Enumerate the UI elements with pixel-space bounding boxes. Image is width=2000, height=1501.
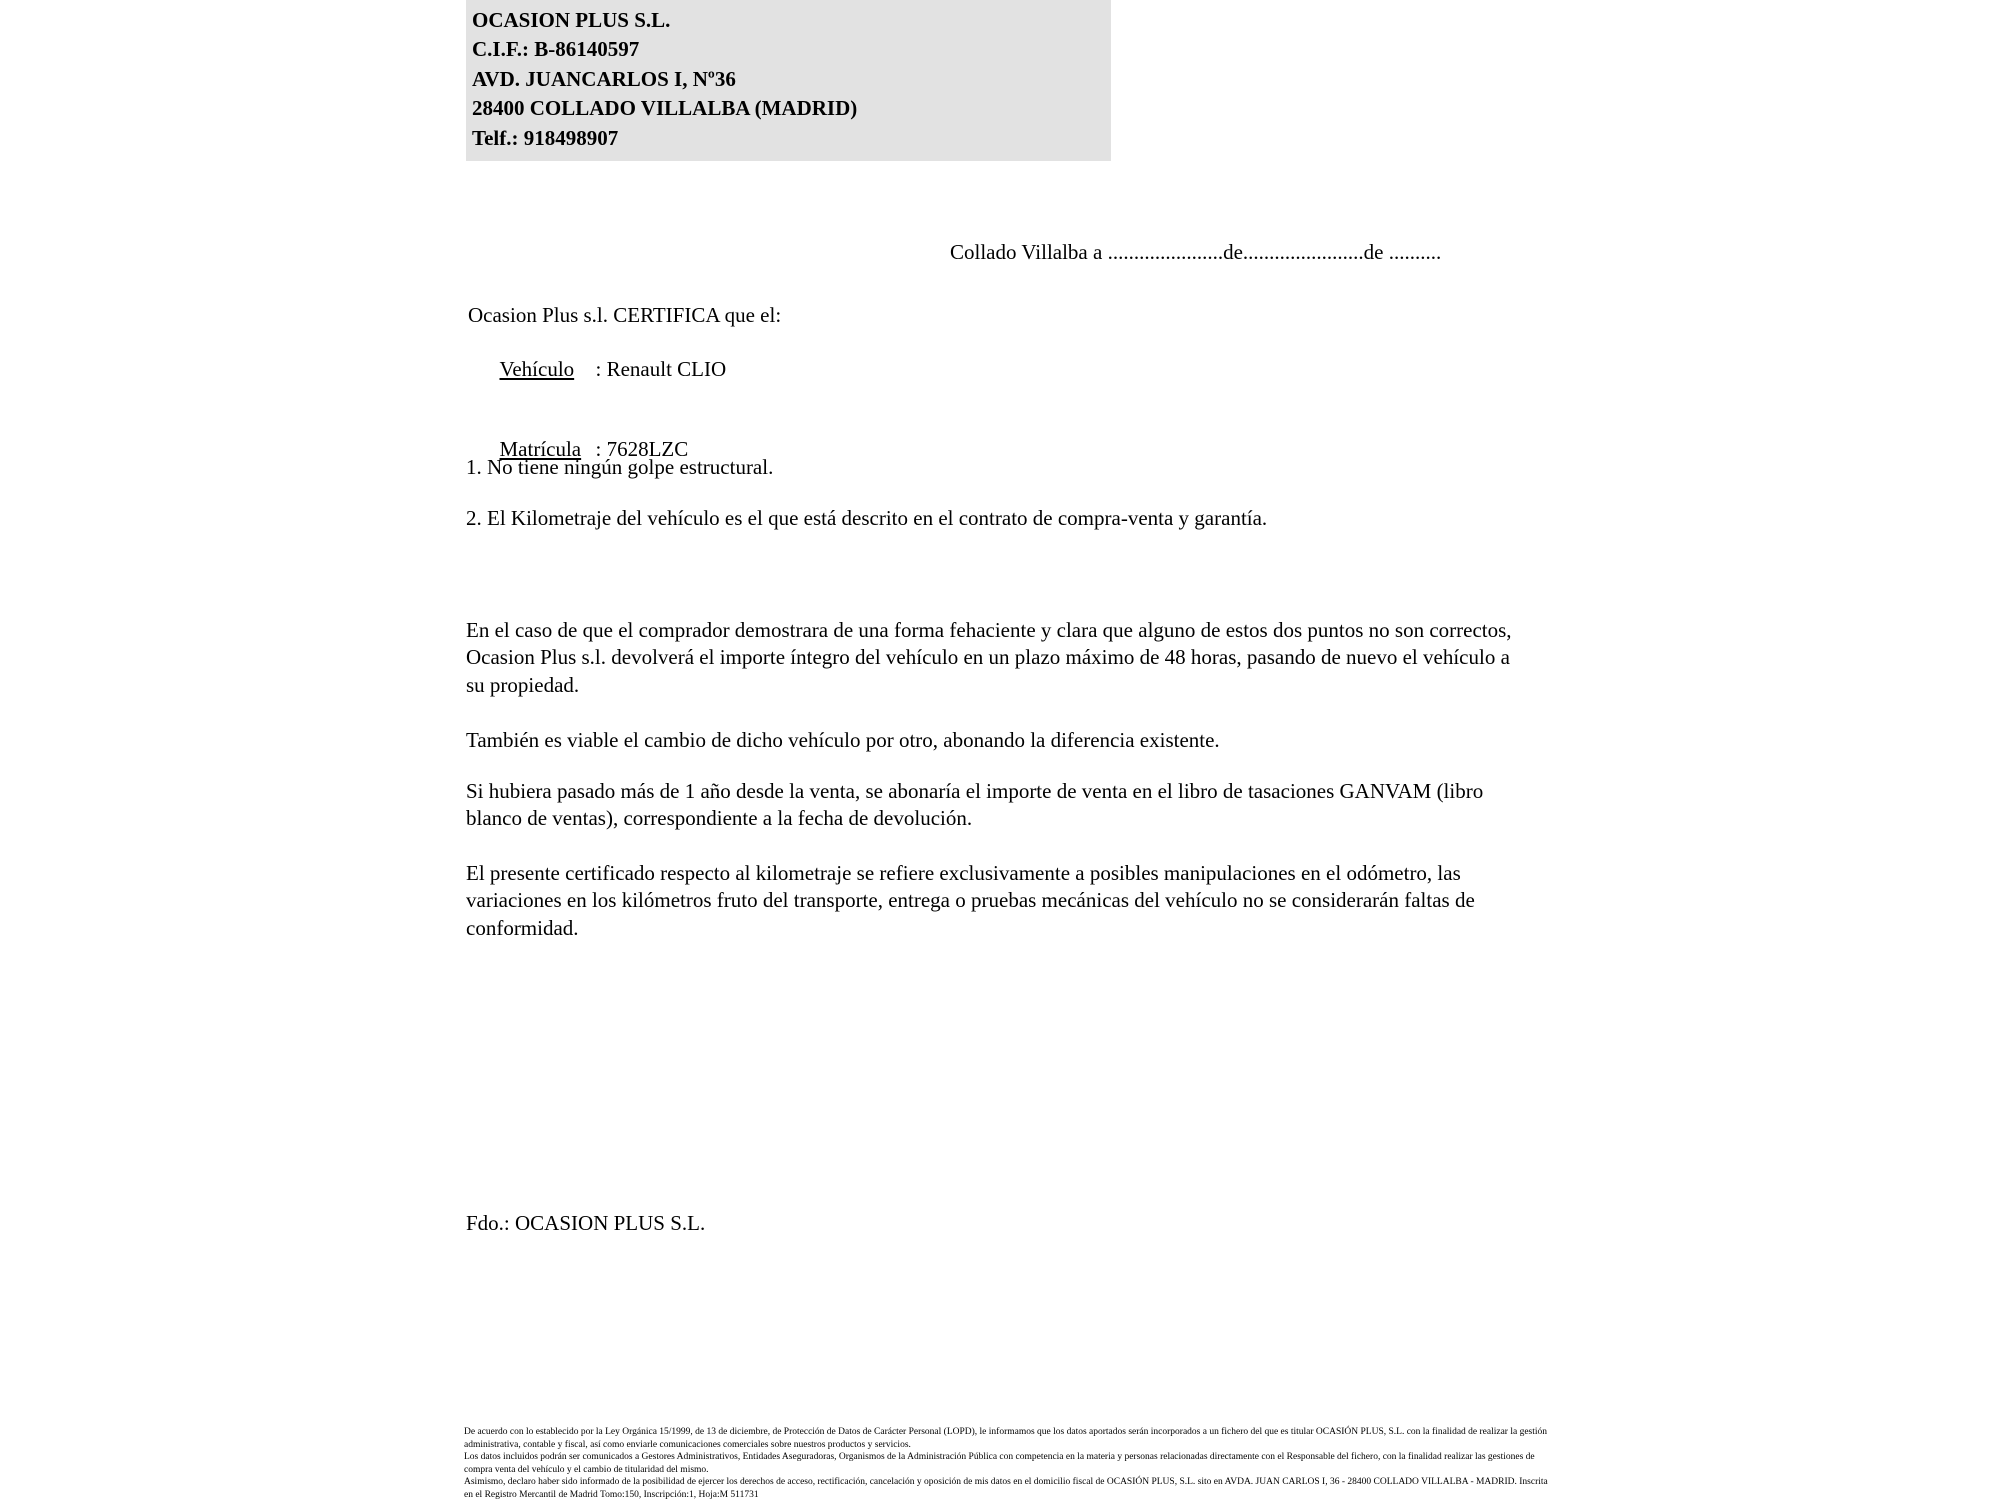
certifies-intro: Ocasion Plus s.l. CERTIFICA que el: xyxy=(468,303,782,327)
paragraph-ganvam: Si hubiera pasado más de 1 año desde la venta, se abonaría el importe de venta en el libro de tasaciones GANVAM (libro blanco de ventas), correspondiente a la fecha de devolución. xyxy=(466,779,1484,831)
plate-value: : 7628LZC xyxy=(595,437,689,462)
letterhead-street: AVD. JUANCARLOS I, Nº36 xyxy=(472,66,736,91)
point-two: 2. El Kilometraje del vehículo es el que está descrito en el contrato de compra-venta y garantía. xyxy=(466,506,1268,530)
legal-paragraph-3: Asimismo, declaro haber sido informado de la posibilidad de ejercer los derechos de acceso, rectificación, cancelación y oposición de mis datos en el domicilio fiscal de OCASIÓN PLUS, S.L. sito en AVDA. JUAN CARLOS I, 36 - 28400 COLLADO VILLALBA - MADRID. Inscrita en el Registro Mercantil de Madrid Tomo:150, Inscripción:1, Hoja:M 511731 xyxy=(464,1477,1548,1500)
vehicle-label: Vehículo xyxy=(499,356,575,381)
paragraph-refund: En el caso de que el comprador demostrara de una forma fehaciente y clara que alguno de estos dos puntos no son correctos, Ocasion Plus s.l. devolverá el importe íntegro del vehículo en un plazo máximo de 48 horas, pasando de nuevo el vehículo a su propiedad. xyxy=(466,618,1512,697)
legal-paragraph-2: Los datos incluidos podrán ser comunicados a Gestores Administrativos, Entidades Aseguradoras, Organismos de la Administración Pública con competencia en la materia y personas relacionadas directamente con el Responsable del fichero, con la finalidad realizar las gestiones de compra venta del vehículo y el cambio de titularidad del mismo. xyxy=(464,1452,1535,1475)
date-line: Collado Villalba a ......................de.......................de .......... xyxy=(950,240,1442,264)
vehicle-value: : Renault CLIO xyxy=(595,356,727,381)
vehicle-row xyxy=(468,329,781,410)
legal-footnote xyxy=(464,1426,1554,1501)
paragraph-odometer: El presente certificado respecto al kilometraje se refiere exclusivamente a posibles manipulaciones en el odómetro, las variaciones en los kilómetros fruto del transporte, entrega o pruebas mecánicas del vehículo no se considerarán faltas de conformidad. xyxy=(466,861,1475,940)
legal-paragraph-1: De acuerdo con lo establecido por la Ley Orgánica 15/1999, de 13 de diciembre, de Protección de Datos de Carácter Personal (LOPD), le informamos que los datos aportados serán incorporados a un fichero del que es titular OCASIÓN PLUS, S.L. con la finalidad de realizar la gestión administrativa, contable y fiscal, así como enviarle comunicaciones comerciales sobre nuestros productos y servicios. xyxy=(464,1427,1548,1450)
letterhead-block xyxy=(466,0,1111,161)
letterhead-city: 28400 COLLADO VILLALBA (MADRID) xyxy=(472,96,858,121)
letterhead-company-name: OCASION PLUS S.L. xyxy=(472,8,671,32)
signature-line: Fdo.: OCASION PLUS S.L. xyxy=(466,1211,706,1235)
letterhead-cif: C.I.F.: B-86140597 xyxy=(472,37,640,62)
point-one: 1. No tiene ningún golpe estructural. xyxy=(466,455,774,479)
letterhead-phone: Telf.: 918498907 xyxy=(472,125,619,150)
plate-label: Matrícula xyxy=(499,437,582,462)
paragraph-exchange: También es viable el cambio de dicho vehículo por otro, abonando la diferencia existente. xyxy=(466,728,1220,752)
